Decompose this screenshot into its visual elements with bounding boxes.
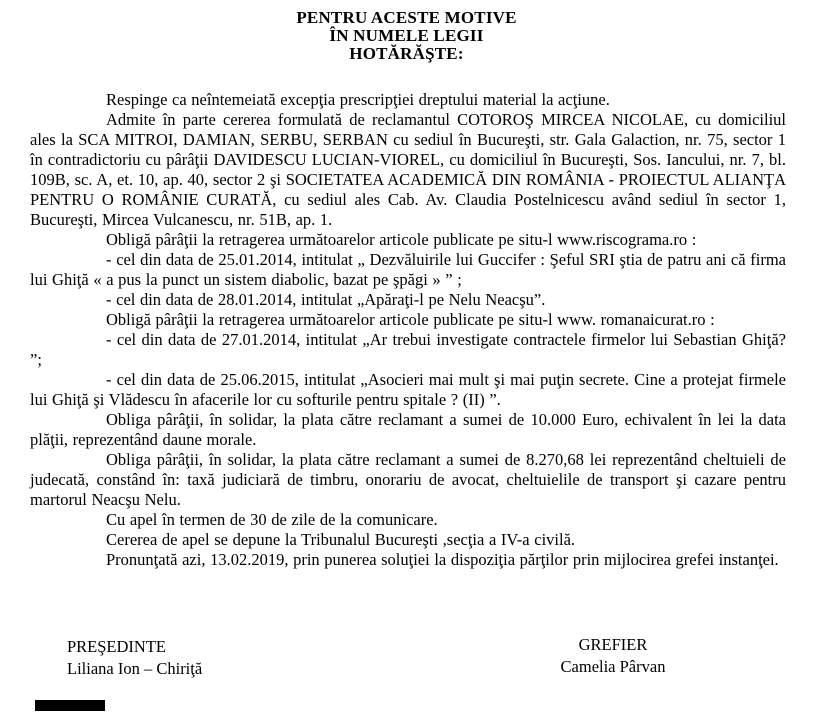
- paragraph-obliga-retragere-riscograma: Obligă pârâţii la retragerea următoarelor articole publicate pe situ-l www.riscograma.ro :: [106, 230, 697, 249]
- decision-body: [30, 90, 786, 570]
- paragraph-respinge: Respinge ca neîntemeiată excepţia prescripţiei dreptului material la acţiune.: [106, 90, 610, 109]
- clerk-name: Camelia Pârvan: [560, 657, 666, 676]
- list-item-article-25-06-2015: - cel din data de 25.06.2015, intitulat „Asocieri mai mult şi mai puţin secrete. Cine a protejat firmele lui Ghiţă şi Vlădescu în afacerile lor cu softurile pentru spitale ? (II) ”.: [30, 370, 786, 409]
- paragraph-obliga-retragere-romaniacurata: Obligă pârâţii la retragerea următoarelor articole publicate pe situ-l www. romanaicurat.ro :: [106, 310, 715, 329]
- clerk-role-label: GREFIER: [578, 635, 648, 654]
- president-name: Liliana Ion – Chiriţă: [67, 659, 203, 678]
- paragraph-cheltuieli-judecata: Obliga pârâţii, în solidar, la plata către reclamant a sumei de 8.270,68 lei reprezentând cheltuieli de judecată, constând în: taxă judiciară de timbru, onorariu de avocat, cheltuielile de transport şi cazare pentru martorul Neacşu Nelu.: [30, 450, 786, 509]
- paragraph-termen-apel: Cu apel în termen de 30 de zile de la comunicare.: [106, 510, 438, 529]
- paragraph-admite: Admite în parte cererea formulată de reclamantul COTOROŞ MIRCEA NICOLAE, cu domiciliul ales la SCA MITROI, DAMIAN, SERBU, SERBAN cu sediul în Bucureşti, str. Gala Galaction, nr. 75, sector 1 în contradictoriu cu pârâţii DAVIDESCU LUCIAN-VIOREL, cu domiciliul în Bucureşti, Sos. Iancului, nr. 7, bl. 109B, sc. A, et. 10, ap. 40, sector 2 şi SOCIETATEA ACADEMICĂ DIN ROMÂNIA - PROIECTUL ALIANŢA PENTRU O ROMÂNIE CURATĂ, cu sediul ales Cab. Av. Claudia Postelnicescu având sediul în sector 1, Bucureşti, Mircea Vulcanescu, nr. 51B, ap. 1.: [30, 110, 786, 229]
- header-line-in-the-name-of-law: ÎN NUMELE LEGII: [329, 26, 484, 45]
- list-item-article-27-01-2014: - cel din data de 27.01.2014, intitulat „Ar trebui investigate contractele firmelor lui Sebastian Ghiţă? ”;: [30, 330, 786, 369]
- president-role-label: PREŞEDINTE: [67, 637, 166, 656]
- paragraph-pronuntata: Pronunţată azi, 13.02.2019, prin punerea soluţiei la dispoziţia părţilor prin mijlocirea grefei instanţei.: [106, 550, 779, 569]
- signature-block-clerk: [548, 634, 678, 678]
- header-line-motives: PENTRU ACESTE MOTIVE: [296, 8, 517, 27]
- list-item-article-25-01-2014: - cel din data de 25.01.2014, intitulat „ Dezvăluirile lui Guccifer : Şeful SRI ştia de patru ani că firma lui Ghiţă « a pus la punct un sistem diabolic, bazat pe şpăgi » ” ;: [30, 250, 786, 289]
- paragraph-cerere-apel: Cererea de apel se depune la Tribunalul Bucureşti ,secţia a IV-a civilă.: [106, 530, 576, 549]
- header-line-decides: HOTĂRĂŞTE:: [349, 44, 464, 63]
- signature-block-president: [67, 636, 202, 680]
- list-item-article-28-01-2014: - cel din data de 28.01.2014, intitulat „Apăraţi-l pe Nelu Neacşu”.: [106, 290, 546, 309]
- scan-artifact-redaction-bar: [35, 700, 105, 711]
- paragraph-daune-morale: Obliga pârâţii, în solidar, la plata către reclamant a sumei de 10.000 Euro, echivalent în lei la data plăţii, reprezentând daune morale.: [30, 410, 786, 449]
- decision-header: [0, 0, 813, 63]
